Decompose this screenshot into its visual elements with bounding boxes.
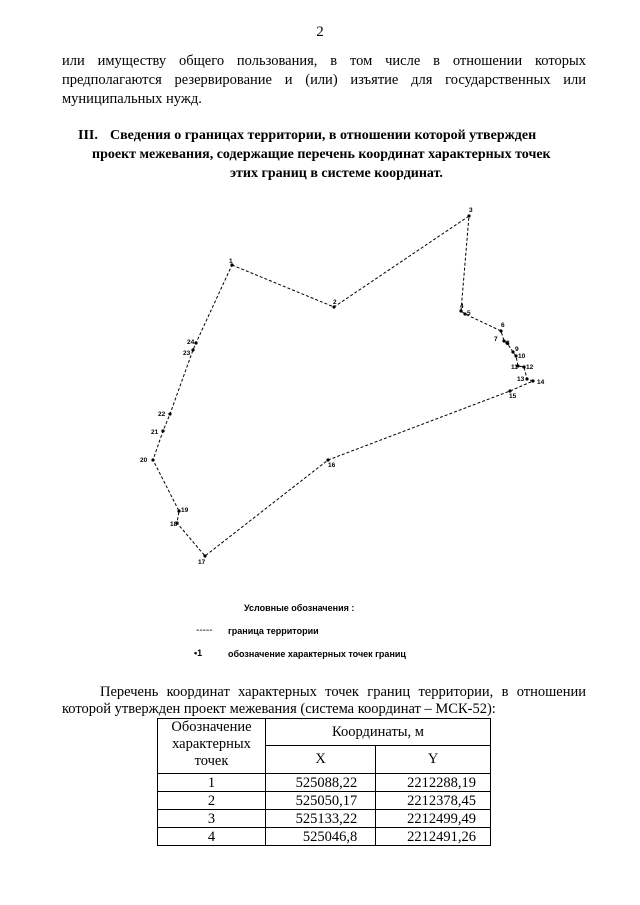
table-row <box>158 792 491 810</box>
boundary-point-label: 4 <box>460 303 464 310</box>
boundary-point-label: 10 <box>518 353 526 360</box>
cell-point: 3 <box>158 810 266 828</box>
cell-point: 2 <box>158 792 266 810</box>
table-row <box>158 810 491 828</box>
legend-line-label: граница территории <box>228 626 319 636</box>
boundary-point-label: 12 <box>526 364 534 371</box>
cell-x: 525050,17 <box>266 792 376 810</box>
boundary-point-marker <box>151 458 154 461</box>
boundary-point-label: 7 <box>494 336 498 343</box>
cell-x: 525088,22 <box>266 774 376 792</box>
section-title-line: Сведения о границах территории, в отношении которой утвержден <box>110 128 537 143</box>
legend-point-label: обозначение характерных точек границ <box>228 649 406 659</box>
header-designation: Обозначение характерных точек <box>158 719 266 774</box>
table-row <box>158 828 491 846</box>
boundary-point-marker <box>525 377 528 380</box>
boundary-point-marker <box>203 554 206 557</box>
boundary-point-label: 3 <box>469 207 473 214</box>
cell-point: 4 <box>158 828 266 846</box>
boundary-point-label: 15 <box>509 393 517 400</box>
boundary-point-marker <box>194 341 197 344</box>
cell-y: 2212499,49 <box>376 810 491 828</box>
boundary-point-label: 5 <box>467 310 471 317</box>
legend-point-sample: •1 <box>194 648 203 658</box>
section-number: III. <box>78 128 98 143</box>
boundary-point-label: 20 <box>140 457 148 464</box>
boundary-point-label: 19 <box>181 507 189 514</box>
cell-y: 2212491,26 <box>376 828 491 846</box>
boundary-point-label: 8 <box>506 340 510 347</box>
coordinates-list-intro <box>62 684 586 718</box>
legend <box>0 600 640 670</box>
legend-title: Условные обозначения : <box>244 603 355 613</box>
legend-line-sample: ----- <box>196 625 213 636</box>
boundary-point-marker <box>499 329 502 332</box>
section-title-line: проект межевания, содержащие перечень координат характерных точек <box>92 147 551 162</box>
boundary-point-marker <box>168 412 171 415</box>
header-y: Y <box>376 746 491 774</box>
boundary-line <box>153 216 533 556</box>
cell-x: 525133,22 <box>266 810 376 828</box>
boundary-point-label: 1 <box>229 258 233 265</box>
section-title-line: этих границ в системе координат. <box>230 166 443 181</box>
cell-y: 2212378,45 <box>376 792 491 810</box>
boundary-point-label: 14 <box>537 379 545 386</box>
boundary-point-label: 9 <box>515 346 519 353</box>
list-intro-line: которой утвержден проект межевания (система координат – МСК-52): <box>62 701 496 717</box>
header-x: X <box>266 746 376 774</box>
boundary-point-marker <box>467 214 470 217</box>
boundary-point-label: 22 <box>158 411 166 418</box>
cell-y: 2212288,19 <box>376 774 491 792</box>
boundary-point-label: 17 <box>198 559 206 566</box>
page-number: 2 <box>316 24 324 40</box>
boundary-point-label: 21 <box>151 429 159 436</box>
header-coordinates: Координаты, м <box>266 719 491 746</box>
boundary-point-label: 11 <box>511 364 518 371</box>
cell-x: 525046,8 <box>266 828 376 846</box>
boundary-point-marker <box>191 348 194 351</box>
boundary-point-label: 18 <box>170 521 178 528</box>
boundary-point-marker <box>161 429 164 432</box>
boundary-point-label: 23 <box>183 350 191 357</box>
table-row <box>158 774 491 792</box>
cell-point: 1 <box>158 774 266 792</box>
intro-paragraph: или имуществу общего пользования, в том числе в отношении которых предполагаются резервирование и (или) изъятие для государственных или муниципальных нужд. <box>62 53 586 107</box>
boundary-point-label: 24 <box>187 339 195 346</box>
boundary-point-label: 2 <box>333 299 337 306</box>
coordinates-table <box>157 718 491 846</box>
boundary-point-label: 13 <box>517 376 525 383</box>
boundary-point-label: 6 <box>501 322 505 329</box>
boundary-point-label: 16 <box>328 462 336 469</box>
list-intro-line: Перечень координат характерных точек границ территории, в отношении <box>100 684 586 700</box>
boundary-diagram <box>0 195 640 585</box>
boundary-point-marker <box>531 379 534 382</box>
